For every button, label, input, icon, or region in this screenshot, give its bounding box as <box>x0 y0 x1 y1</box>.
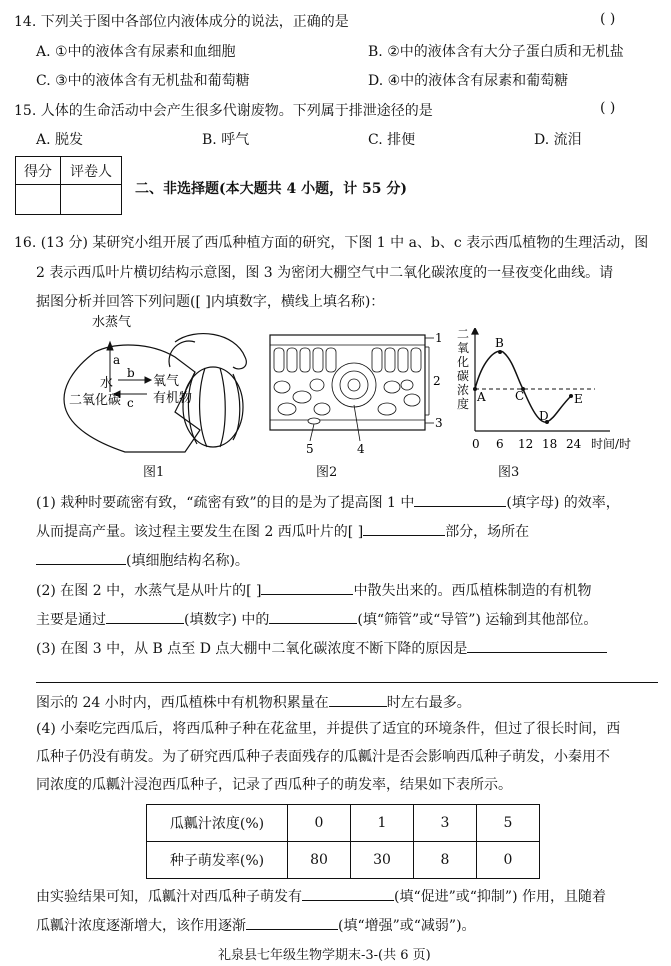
fig2-label-4: 4 <box>357 442 365 455</box>
fig1-caption: 图1 <box>143 465 165 480</box>
score-box <box>15 156 122 215</box>
table-cell: 1 <box>351 805 414 842</box>
table-row <box>147 805 540 842</box>
fig1-label-b: b <box>127 366 135 380</box>
q15-stem: 15. 人体的生命活动中会产生很多代谢废物。下列属于排泄途径的是 <box>14 103 433 119</box>
table-cell: 5 <box>477 805 540 842</box>
grader-header: 评卷人 <box>61 157 122 185</box>
q16-1-line1 <box>36 492 620 512</box>
fig3-xlabel: 时间/时 <box>591 437 632 451</box>
fig3-xtick: 18 <box>542 437 558 451</box>
fig2-label-3: 3 <box>435 416 443 430</box>
fig3-xtick: 24 <box>566 437 582 451</box>
grader-cell[interactable] <box>61 185 122 215</box>
table-cell: 0 <box>477 842 540 879</box>
q16-4-line2: 瓜种子仍没有萌发。为了研究西瓜种子表面残存的瓜瓤汁是否会影响西瓜种子萌发，小秦用不 <box>36 749 610 765</box>
q15-option-d[interactable]: D. 流泪 <box>534 132 582 148</box>
fig1-label-a: a <box>113 353 121 367</box>
fig3-ylabel-char: 化 <box>457 355 470 369</box>
fig2-caption: 图2 <box>316 465 338 480</box>
q16-1-text-e: (填细胞结构名称)。 <box>126 553 249 569</box>
q15-option-b[interactable]: B. 呼气 <box>202 132 250 148</box>
q16-1-line3 <box>36 550 249 570</box>
q16-4-text-b: (填“促进”或“抑制”) 作用，且随着 <box>394 889 607 905</box>
page-footer: 礼泉县七年级生物学期末-3-(共 6 页) <box>218 948 431 963</box>
fig3-ylabel-char: 二 <box>457 328 470 341</box>
fig3-caption: 图3 <box>498 465 520 480</box>
q16-2-text-d: (填数字) 中的 <box>184 612 270 628</box>
fig1-label-water: 水 <box>100 376 114 391</box>
fig3-point-a: A <box>477 390 486 404</box>
q16-2-text-a: (2) 在图 2 中，水蒸气是从叶片的[ ] <box>36 583 262 599</box>
q16-3-blank-reason[interactable] <box>467 638 607 653</box>
fig3-ylabel-char: 浓 <box>457 383 470 397</box>
q16-3-text-a: (3) 在图 3 中，从 B 点至 D 点大棚中二氧化碳浓度不断下降的原因是 <box>36 641 468 657</box>
q16-3-blank-hour[interactable] <box>329 692 387 707</box>
figure-2-leaf-cross-section <box>262 325 447 455</box>
figure-1-plant-diagram <box>55 312 255 462</box>
q16-1-text-b: (填字母) 的效率， <box>506 495 620 511</box>
q16-1-text-c: 从而提高产量。该过程主要发生在图 2 西瓜叶片的[ ] <box>36 524 364 540</box>
fig1-label-co2: 二氧化碳 <box>69 393 122 408</box>
q16-1-text-a: (1) 栽种时要疏密有致，“疏密有致”的目的是为了提高图 1 中 <box>36 495 415 511</box>
q16-1-line2 <box>36 521 529 541</box>
q16-1-blank-organelle[interactable] <box>36 550 126 565</box>
germination-table <box>146 804 540 879</box>
q15-option-c[interactable]: C. 排便 <box>368 132 416 148</box>
table-cell: 3 <box>414 805 477 842</box>
q16-4-blank-trend[interactable] <box>246 915 338 930</box>
q16-4-text-a: 由实验结果可知，瓜瓤汁对西瓜种子萌发有 <box>36 889 302 905</box>
table-cell: 30 <box>351 842 414 879</box>
q16-4-text-d: (填“增强”或“减弱”)。 <box>338 918 476 934</box>
q14-option-c[interactable]: C. ③中的液体含有无机盐和葡萄糖 <box>36 73 250 89</box>
q15-answer-bracket[interactable]: ( ) <box>600 100 616 116</box>
table-row <box>147 842 540 879</box>
fig1-label-c: c <box>127 396 134 410</box>
q14-option-a[interactable]: A. ①中的液体含有尿素和血细胞 <box>36 44 236 60</box>
q16-2-blank-structure[interactable] <box>261 580 353 595</box>
table-row-label: 种子萌发率(%) <box>147 842 288 879</box>
q14-option-b[interactable]: B. ②中的液体含有大分子蛋白质和无机盐 <box>368 44 624 60</box>
q16-2-text-c: 主要是通过 <box>36 612 106 628</box>
fig2-label-1: 1 <box>435 331 443 345</box>
q16-4-line3: 同浓度的瓜瓤汁浸泡西瓜种子，记录了西瓜种子的萌发率，结果如下表所示。 <box>36 777 512 793</box>
q16-1-blank-part[interactable] <box>363 521 445 536</box>
fig3-xtick: 12 <box>518 437 534 451</box>
q16-3-text-c: 时左右最多。 <box>386 695 471 711</box>
fig3-point-e: E <box>574 392 583 406</box>
fig3-xtick: 6 <box>496 437 504 451</box>
figure-3-co2-curve <box>455 328 660 460</box>
table-row-label: 瓜瓤汁浓度(%) <box>147 805 288 842</box>
q16-2-blank-vessel[interactable] <box>269 609 357 624</box>
fig3-ylabel-char: 碳 <box>457 369 470 383</box>
q16-1-text-d: 部分，场所在 <box>445 524 530 540</box>
score-header: 得分 <box>16 157 61 185</box>
q14-option-d[interactable]: D. ④中的液体含有尿素和葡萄糖 <box>368 73 569 89</box>
q16-intro-1: 16. (13 分) 某研究小组开展了西瓜种植方面的研究，下图 1 中 a、b、c 表示西瓜植物的生理活动，图 <box>14 235 649 251</box>
q15-option-a[interactable]: A. 脱发 <box>36 132 84 148</box>
q16-2-line1 <box>36 580 591 600</box>
q16-intro-3: 据图分析并回答下列问题([ ]内填数字，横线上填名称)： <box>36 294 385 310</box>
q16-4-conclusion-2 <box>36 915 476 935</box>
q16-4-blank-effect[interactable] <box>302 886 394 901</box>
q14-stem: 14. 下列关于图中各部位内液体成分的说法，正确的是 <box>14 14 349 30</box>
fig1-label-water-vapor: 水蒸气 <box>92 315 132 330</box>
fig3-point-c: C <box>515 389 525 403</box>
q16-3-blank-reason-cont[interactable] <box>36 668 658 683</box>
q16-3-text-b: 图示的 24 小时内，西瓜植株中有机物积累量在 <box>36 695 329 711</box>
fig3-ylabel-char: 度 <box>457 397 470 411</box>
fig3-xtick: 0 <box>472 437 480 451</box>
section-title: 二、非选择题(本大题共 4 小题，计 55 分) <box>135 181 407 197</box>
q16-1-blank-letter[interactable] <box>414 492 506 507</box>
table-cell: 0 <box>288 805 351 842</box>
q16-2-text-e: (填“筛管”或“导管”) 运输到其他部位。 <box>357 612 598 628</box>
q16-4-line1: (4) 小秦吃完西瓜后，将西瓜种子种在花盆里，并提供了适宜的环境条件，但过了很长时间，西 <box>36 721 621 737</box>
fig1-label-organic: 有机物 <box>153 391 193 406</box>
q16-3-line3 <box>36 692 471 712</box>
fig2-label-2: 2 <box>433 374 441 388</box>
q16-4-text-c: 瓜瓤汁浓度逐渐增大，该作用逐渐 <box>36 918 246 934</box>
table-cell: 8 <box>414 842 477 879</box>
q16-2-text-b: 中散失出来的。西瓜植株制造的有机物 <box>353 583 592 599</box>
q16-3-line2 <box>36 668 658 687</box>
fig1-label-oxygen: 氧气 <box>153 374 180 389</box>
fig2-label-5: 5 <box>306 442 314 455</box>
q16-intro-2: 2 表示西瓜叶片横切结构示意图，图 3 为密闭大棚空气中二氧化碳浓度的一昼夜变化曲线。请 <box>36 265 614 281</box>
fig3-point-b: B <box>495 336 504 350</box>
q16-2-line2 <box>36 609 597 629</box>
fig3-ylabel-char: 氧 <box>457 341 470 355</box>
fig3-point-d: D <box>539 409 549 423</box>
q16-2-blank-number[interactable] <box>106 609 184 624</box>
q16-4-conclusion-1 <box>36 886 606 906</box>
q16-3-line1 <box>36 638 607 658</box>
q14-answer-bracket[interactable]: ( ) <box>600 11 616 27</box>
table-cell: 80 <box>288 842 351 879</box>
score-cell[interactable] <box>16 185 61 215</box>
